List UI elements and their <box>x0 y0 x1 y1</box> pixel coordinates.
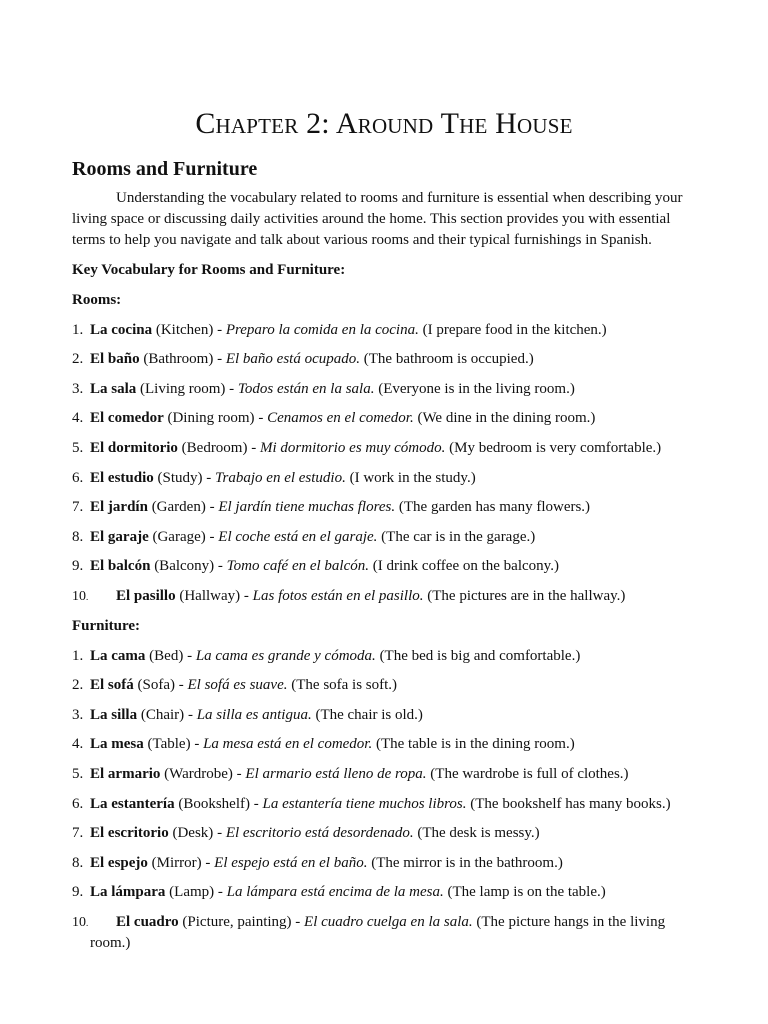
english-meaning: (Kitchen) <box>155 321 214 338</box>
spanish-word: La mesa <box>90 736 144 753</box>
translation: (I drink coffee on the balcony.) <box>372 558 559 575</box>
item-number: 8. <box>72 528 84 545</box>
english-meaning: (Desk) <box>172 825 214 842</box>
list-item <box>72 349 696 370</box>
english-meaning: (Mirror) <box>151 854 202 871</box>
english-meaning: (Sofa) <box>137 677 176 694</box>
spanish-word: El comedor <box>90 410 164 427</box>
spanish-word: El escritorio <box>90 825 169 842</box>
spanish-word: El pasillo <box>116 587 176 604</box>
list-item <box>72 556 696 577</box>
list-item <box>72 527 696 548</box>
item-number-digits: 10 <box>72 588 86 604</box>
spanish-word: La silla <box>90 706 138 723</box>
translation: (The garden has many flowers.) <box>398 499 591 516</box>
example-sentence: El baño está ocupado. <box>225 351 360 368</box>
key-vocabulary-heading: Key Vocabulary for Rooms and Furniture: <box>72 262 346 278</box>
example-sentence: La estantería tiene muchos libros. <box>262 795 467 812</box>
separator: - <box>213 351 226 368</box>
example-sentence: La silla es antigua. <box>196 706 312 723</box>
list-item <box>72 379 696 400</box>
spanish-word: El garaje <box>90 528 149 545</box>
translation: (The chair is old.) <box>315 706 423 723</box>
separator: - <box>190 736 204 753</box>
english-meaning: (Bed) <box>149 647 184 664</box>
example-sentence: El coche está en el garaje. <box>218 528 378 545</box>
list-item <box>72 794 696 815</box>
spanish-word: La lámpara <box>90 884 166 901</box>
translation: (The desk is messy.) <box>417 825 540 842</box>
spanish-word: El balcón <box>90 558 151 575</box>
translation: (The mirror is in the bathroom.) <box>371 854 563 871</box>
english-meaning: (Dining room) <box>167 410 255 427</box>
separator: - <box>240 587 253 604</box>
separator: - <box>249 795 263 812</box>
item-number: 7. <box>72 825 84 842</box>
separator: - <box>175 677 188 694</box>
separator: - <box>184 706 197 723</box>
example-sentence: El sofá es suave. <box>187 677 288 694</box>
english-meaning: (Picture, painting) <box>182 913 292 930</box>
english-meaning: (Lamp) <box>169 884 215 901</box>
furniture-list <box>72 646 696 954</box>
example-sentence: El armario está lleno de ropa. <box>245 765 427 782</box>
list-item <box>72 853 696 874</box>
translation: (The bookshelf has many books.) <box>470 795 671 812</box>
list-item <box>72 646 696 667</box>
spanish-word: La sala <box>90 380 137 397</box>
list-item <box>72 912 696 954</box>
english-meaning: (Bedroom) <box>181 439 248 456</box>
item-number: 9. <box>72 558 84 575</box>
translation: (The bathroom is occupied.) <box>363 351 534 368</box>
english-meaning: (Chair) <box>140 706 185 723</box>
english-meaning: (Wardrobe) <box>164 765 233 782</box>
intro-paragraph: Understanding the vocabulary related to rooms and furniture is essential when describing your living space or discussing daily activities around the home. This section provides you with essential terms to help you navigate and talk about various rooms and their typical furnishings in Spanish. <box>72 190 683 248</box>
example-sentence: La lámpara está encima de la mesa. <box>226 884 444 901</box>
list-item <box>72 882 696 903</box>
separator: - <box>214 884 227 901</box>
item-number: 7. <box>72 499 84 516</box>
english-meaning: (Table) <box>147 736 191 753</box>
section-title: Rooms and Furniture <box>72 158 258 180</box>
item-number: 3. <box>72 706 84 723</box>
item-number: 8. <box>72 854 84 871</box>
example-sentence: Mi dormitorio es muy cómodo. <box>259 439 446 456</box>
english-meaning: (Bookshelf) <box>178 795 250 812</box>
item-number: 2. <box>72 351 84 368</box>
separator: - <box>213 321 226 338</box>
example-sentence: Preparo la comida en la cocina. <box>225 321 419 338</box>
translation: (The sofa is soft.) <box>291 677 398 694</box>
translation: (I work in the study.) <box>349 469 476 486</box>
item-number: 5. <box>72 439 84 456</box>
translation: (I prepare food in the kitchen.) <box>422 321 607 338</box>
list-item <box>72 468 696 489</box>
english-meaning: (Hallway) <box>179 587 241 604</box>
english-meaning: (Living room) <box>140 380 226 397</box>
list-item <box>72 586 696 607</box>
translation: (The picture hangs in the living room.) <box>90 913 666 951</box>
spanish-word: El estudio <box>90 469 154 486</box>
separator: - <box>291 913 305 930</box>
spanish-word: El baño <box>90 351 140 368</box>
list-item <box>72 764 696 785</box>
chapter-title: Chapter 2: Around The House <box>195 107 573 140</box>
spanish-word: El cuadro <box>116 913 179 930</box>
spanish-word: La estantería <box>90 795 175 812</box>
item-number: 2. <box>72 677 84 694</box>
rooms-list <box>72 320 696 607</box>
separator: - <box>214 558 227 575</box>
item-number-digits: 10 <box>72 914 86 930</box>
separator: - <box>201 854 215 871</box>
example-sentence: Cenamos en el comedor. <box>267 410 414 427</box>
translation: (The wardrobe is full of clothes.) <box>430 765 629 782</box>
example-sentence: Trabajo en el estudio. <box>215 469 346 486</box>
item-number: 4. <box>72 736 84 753</box>
example-sentence: Todos están en la sala. <box>237 380 375 397</box>
item-number: 6. <box>72 469 84 486</box>
list-item <box>72 734 696 755</box>
example-sentence: La cama es grande y cómoda. <box>195 647 376 664</box>
separator: - <box>225 380 238 397</box>
list-item <box>72 823 696 844</box>
example-sentence: El escritorio está desordenado. <box>225 825 414 842</box>
furniture-heading: Furniture: <box>72 617 141 634</box>
english-meaning: (Study) <box>157 469 203 486</box>
english-meaning: (Balcony) <box>154 558 215 575</box>
item-number: 10. <box>72 914 89 930</box>
list-item <box>72 438 696 459</box>
separator: - <box>232 765 246 782</box>
translation: (The table is in the dining room.) <box>375 736 575 753</box>
separator: - <box>202 469 216 486</box>
list-item <box>72 675 696 696</box>
translation: (My bedroom is very comfortable.) <box>449 439 662 456</box>
item-number: 5. <box>72 765 84 782</box>
spanish-word: El espejo <box>90 854 148 871</box>
example-sentence: La mesa está en el comedor. <box>203 736 373 753</box>
translation: (Everyone is in the living room.) <box>378 380 575 397</box>
example-sentence: El espejo está en el baño. <box>214 854 368 871</box>
separator: - <box>254 410 268 427</box>
separator: - <box>213 825 226 842</box>
item-number: 10. <box>72 588 89 604</box>
item-number: 9. <box>72 884 84 901</box>
spanish-word: El jardín <box>90 499 148 516</box>
english-meaning: (Garage) <box>152 528 206 545</box>
translation: (We dine in the dining room.) <box>417 410 596 427</box>
example-sentence: El cuadro cuelga en la sala. <box>304 913 473 930</box>
item-number: 1. <box>72 647 84 664</box>
item-number: 6. <box>72 795 84 812</box>
rooms-heading: Rooms: <box>72 292 122 308</box>
example-sentence: El jardín tiene muchas flores. <box>218 499 396 516</box>
translation: (The pictures are in the hallway.) <box>427 587 626 604</box>
translation: (The car is in the garage.) <box>381 528 536 545</box>
separator: - <box>183 647 196 664</box>
spanish-word: El sofá <box>90 677 134 694</box>
separator: - <box>205 499 219 516</box>
example-sentence: Las fotos están en el pasillo. <box>252 587 424 604</box>
list-item <box>72 705 696 726</box>
example-sentence: Tomo café en el balcón. <box>226 558 370 575</box>
item-number: 3. <box>72 380 84 397</box>
separator: - <box>205 528 219 545</box>
separator: - <box>247 439 260 456</box>
english-meaning: (Bathroom) <box>143 351 214 368</box>
list-item <box>72 320 696 341</box>
spanish-word: La cocina <box>90 321 153 338</box>
list-item <box>72 408 696 429</box>
translation: (The bed is big and comfortable.) <box>379 647 581 664</box>
list-item <box>72 497 696 518</box>
spanish-word: El armario <box>90 765 161 782</box>
translation: (The lamp is on the table.) <box>447 884 606 901</box>
spanish-word: El dormitorio <box>90 439 178 456</box>
item-number: 4. <box>72 410 84 427</box>
item-number: 1. <box>72 321 84 338</box>
spanish-word: La cama <box>90 647 146 664</box>
english-meaning: (Garden) <box>151 499 206 516</box>
